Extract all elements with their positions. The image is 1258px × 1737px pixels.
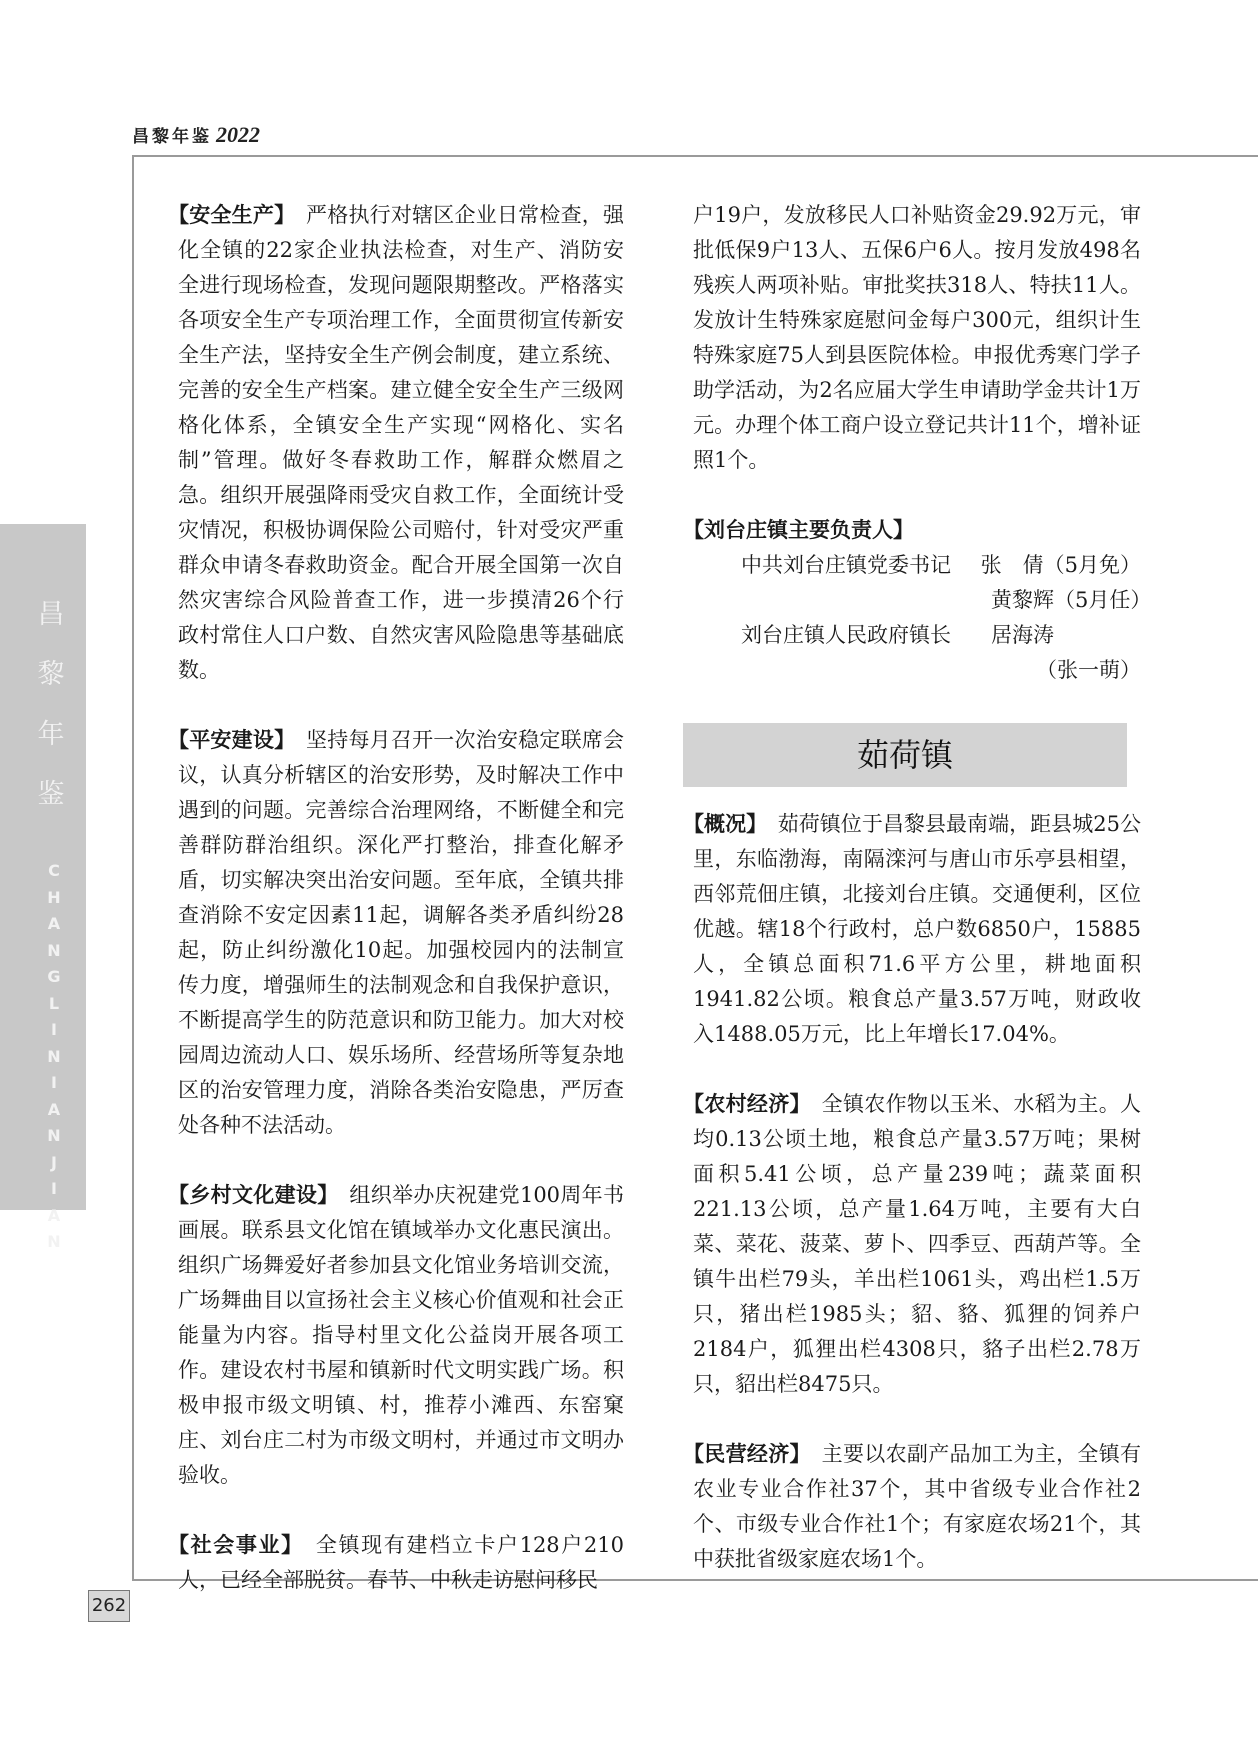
left-column [168,198,625,1598]
section-private-economy [683,1437,1142,1577]
leader-name: 黄黎辉（5月任） [991,588,1152,612]
section-keyword: 【平安建设】 [168,728,285,752]
section-keyword: 【安全生产】 [168,203,285,227]
running-header [132,122,260,148]
section-overview [683,807,1142,1052]
side-tab-cn [36,585,66,825]
section-keyword: 【农村经济】 [683,1092,801,1116]
page-number: 262 [88,1590,130,1622]
side-char: 鉴 [37,779,65,810]
section-rural-culture [168,1178,624,1493]
section-body: 全镇农作物以玉米、水稻为主。人均0.13公顷土地，粮食总产量3.57万吨；果树面积5.41公顷，总产量239吨；蔬菜面积221.13公顷，总产量1.64万吨，主要有大白菜、菜花、菠菜、萝卜、四季豆、西葫芦等。全镇牛出栏79头，羊出栏1061头，鸡出栏1.5万只，猪出栏1985头；貂、貉、狐狸的饲养户2184户，狐狸出栏4308只，貉子出栏2.78万只，貂出栏8475只。 [693,1092,1142,1396]
side-char: 黎 [37,659,65,690]
section-body: 茹荷镇位于昌黎县最南端，距县城25公里，东临渤海，南隔滦河与唐山市乐亭县相望，西邻荒佃庄镇，北接刘台庄镇。交通便利，区位优越。辖18个行政村，总户数6850户，15885人，全镇总面积71.6平方公里，耕地面积1941.82公顷。粮食总产量3.57万吨，财政收入1488.05万元，比上年增长17.04%。 [693,812,1142,1046]
side-letter: N [47,1126,61,1145]
side-letter: I [51,1179,57,1198]
book-title: 昌黎年鉴 [132,127,212,147]
side-letter: I [51,1020,57,1039]
right-column [683,198,1152,1577]
leader-role: 中共刘台庄镇党委书记 [741,553,951,577]
leader-row [693,548,1141,583]
side-letter: C [48,861,60,880]
section-public-security [168,723,625,1143]
section-body: 全镇现有建档立卡户128户210人，已经全部脱贫。春节、中秋走访慰问移民 [178,1533,625,1592]
section-keyword: 【刘台庄镇主要负责人】 [683,518,914,542]
section-body: 主要以农副产品加工为主，全镇有农业专业合作社37个，其中省级专业合作社2个、市级专业合作社1个；有家庭农场21个，其中获批省级家庭农场1个。 [693,1442,1142,1571]
book-year: 2022 [216,122,260,147]
leaders-heading [683,513,1141,548]
leader-name: 居海涛 [991,623,1054,647]
side-letter: L [48,993,60,1013]
side-letter: H [47,887,61,907]
section-body: 坚持每月召开一次治安稳定联席会议，认真分析辖区的治安形势，及时解决工作中遇到的问题。完善综合治理网络，不断健全和完善群防群治组织。深化严打整治，排查化解矛盾，切实解决突出治安问题。至年底，全镇共排查消除不安定因素11起，调解各类矛盾纠纷28起，防止纠纷激化10起。加强校园内的法制宣传力度，增强师生的法制观念和自我保护意识，不断提高学生的防范意识和防卫能力。加大对校园周边流动人口、娱乐场所、经营场所等复杂地区的治安管理力度，消除各类治安隐患，严厉查处各种不法活动。 [178,728,625,1137]
leaders-list [693,548,1152,653]
section-safety [168,198,625,688]
side-letter: N [47,1046,61,1066]
section-body: 组织举办庆祝建党100周年书画展。联系县文化馆在镇域举办文化惠民演出。组织广场舞爱好者参加县文化馆业务培训交流，广场舞曲目以宣扬社会主义核心价值观和社会正能量为内容。指导村里文化公益岗开展各项工作。建设农村书屋和镇新时代文明实践广场。积极申报市级文明镇、村，推荐小滩西、东窑窠庄、刘台庄二村为市级文明村，并通过市文明办验收。 [178,1183,624,1487]
frame-left-rule [132,155,134,1580]
section-keyword: 【乡村文化建设】 [168,1183,329,1207]
side-letter: I [51,1073,57,1092]
frame-top-rule [132,155,1258,157]
leader-name: 张 倩（5月免） [980,553,1141,577]
side-letter: G [47,967,61,986]
side-letter: N [47,1232,61,1251]
author-credit: （张一萌） [1036,658,1141,682]
side-letter: A [47,1099,61,1119]
section-keyword: 【社会事业】 [168,1533,294,1557]
side-letter: A [47,1205,61,1225]
side-letter: J [51,1152,57,1172]
section-social-affairs [168,1528,625,1598]
side-letter: N [47,940,61,960]
section-keyword: 【概况】 [683,812,757,836]
leader-row [693,583,1152,618]
section-body: 严格执行对辖区企业日常检查，强化全镇的22家企业执法检查，对生产、消防安全进行现场检查，发现问题限期整改。严格落实各项安全生产专项治理工作，全面贯彻宣传新安全生产法，坚持安全生产例会制度，建立系统、完善的安全生产档案。建立健全安全生产三级网格化体系，全镇安全生产实现“网格化、实名制”管理。做好冬春救助工作，解群众燃眉之急。组织开展强降雨受灾自救工作，全面统计受灾情况，积极协调保险公司赔付，针对受灾严重群众申请冬春救助资金。配合开展全国第一次自然灾害综合风险普查工作，进一步摸清26个行政村常住人口户数、自然灾害风险隐患等基础底数。 [178,203,625,682]
side-char: 年 [37,719,65,750]
side-char: 昌 [37,599,65,630]
section-keyword: 【民营经济】 [683,1442,801,1466]
town-title-banner: 茹荷镇 [683,723,1127,787]
section-social-affairs-continued: 户19户，发放移民人口补贴资金29.92万元，审批低保9户13人、五保6户6人。按月发放498名残疾人两项补贴。审批奖扶318人、特扶11人。发放计生特殊家庭慰问金每户300元，组织计生特殊家庭75人到县医院体检。申报优秀寒门学子助学活动，为2名应届大学生申请助学金共计1万元。办理个体工商户设立登记共计11个，增补证照1个。 [693,203,1141,472]
section-rural-economy [683,1087,1142,1402]
side-letter: A [47,914,61,933]
leader-role: 刘台庄镇人民政府镇长 [741,623,951,647]
leader-row [693,618,1141,653]
side-tab-en [47,858,61,1256]
